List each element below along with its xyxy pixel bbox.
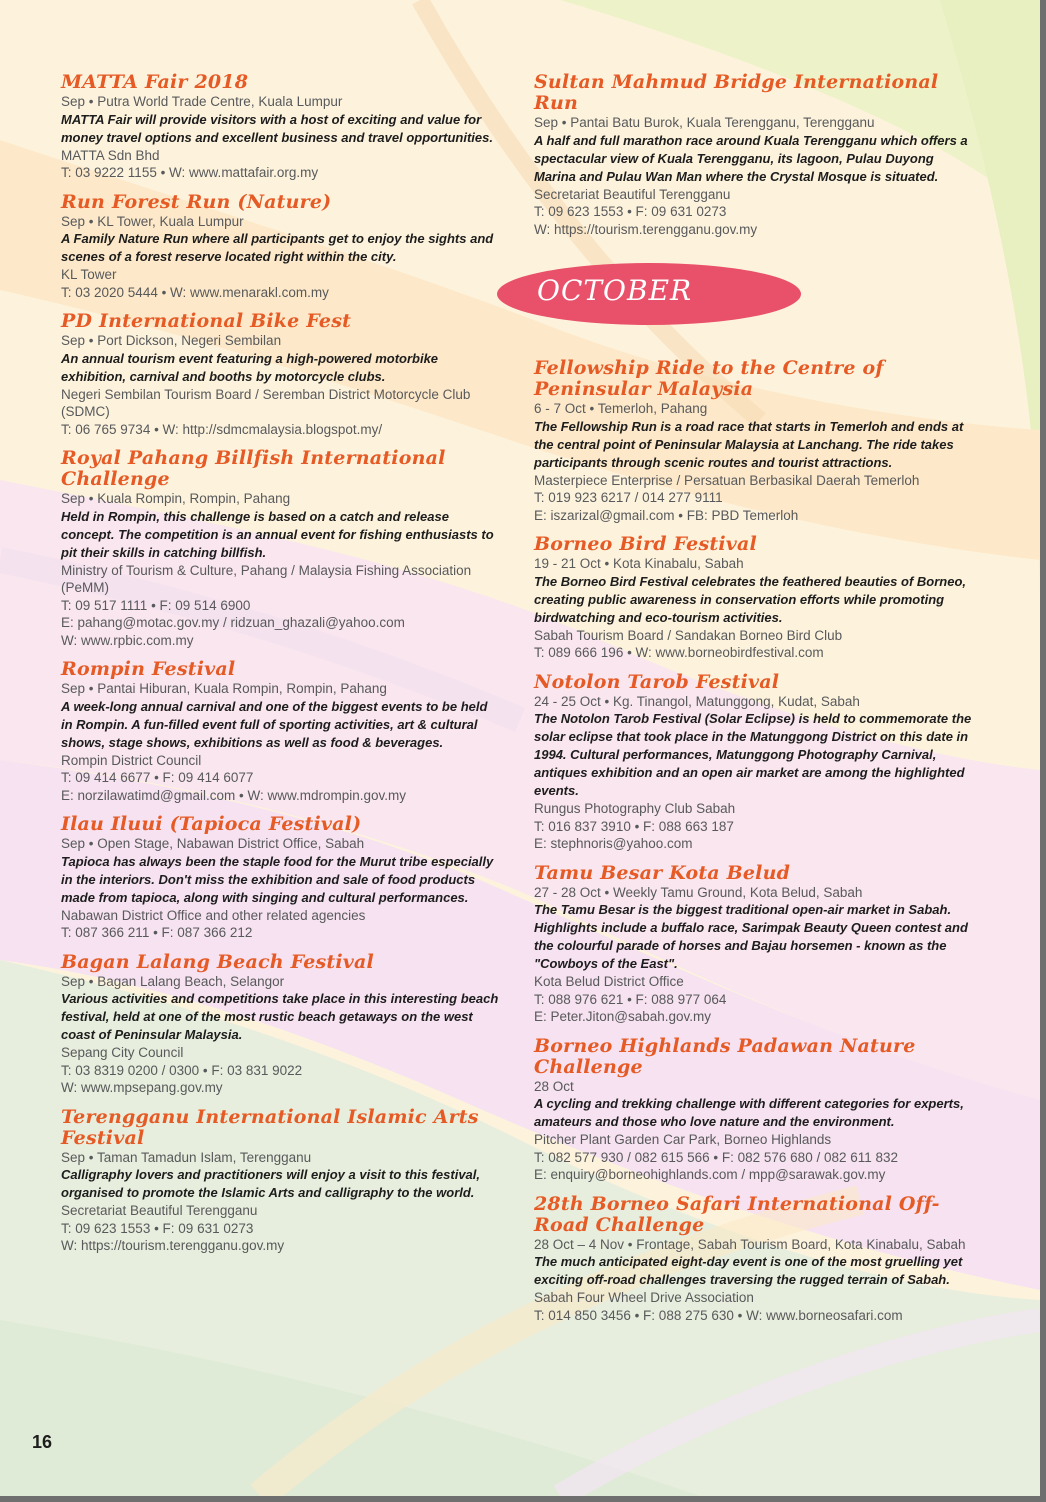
event-contact-line: Kota Belud District Office (534, 974, 684, 989)
event-title: 28th Borneo Safari International Off-Road Challenge (534, 1192, 940, 1236)
event-contact-line: Sabah Four Wheel Drive Association (534, 1290, 754, 1305)
event-title: Tamu Besar Kota Belud (534, 861, 791, 884)
event-date-location: 27 - 28 Oct • Weekly Tamu Ground, Kota Belud, Sabah (534, 884, 863, 900)
event-contact-line: KL Tower (61, 267, 117, 282)
event-contact-line: Secretariat Beautiful Terengganu (534, 186, 731, 202)
event-date-location: 24 - 25 Oct • Kg. Tinangol, Matunggong, Kudat, Sabah (534, 693, 860, 709)
event-description: The Notolon Tarob Festival (Solar Eclipse) is held to commemorate the solar eclipse that took place in the Matunggong District on this date in 1994. Cultural performances, Matunggong Photography Carnival, antiques exhibition and an open air market are among the highlighted events. (534, 711, 972, 798)
event-contact-line: Rompin District Council (61, 752, 202, 768)
event-title: Notolon Tarob Festival (534, 670, 780, 693)
event-entry (61, 448, 501, 649)
event-entry (534, 863, 974, 1026)
event-description: A half and full marathon race around Kuala Terengganu which offers a spectacular view of Kuala Terengganu, its lagoon, Pulau Duyong Marina and Pulau Wan Man where the Crystal Mosque is situated. (534, 132, 968, 184)
event-description: A Family Nature Run where all participants get to enjoy the sights and scenes of a forest reserve located right within the city. (61, 231, 494, 264)
month-heading: OCTOBER (537, 274, 693, 307)
event-contact-line: T: 016 837 3910 • F: 088 663 187 (534, 818, 734, 834)
event-contact-line: Secretariat Beautiful Terengganu (61, 1203, 258, 1218)
september-continued (534, 72, 974, 238)
event-contact-line: T: 03 9222 1155 • W: www.mattafair.org.my (61, 165, 319, 180)
event-contact-line: E: norzilawatimd@gmail.com • W: www.mdrompin.gov.my (61, 787, 407, 803)
event-date-location: Sep • Port Dickson, Negeri Sembilan (61, 333, 282, 348)
event-contact-line: E: Peter.Jiton@sabah.gov.my (534, 1009, 712, 1024)
event-title: Bagan Lalang Beach Festival (61, 950, 374, 973)
event-contact-line: T: 03 2020 5444 • W: www.menarakl.com.my (61, 284, 329, 300)
event-date-location: Sep • Taman Tamadun Islam, Terengganu (61, 1149, 312, 1165)
october-events (534, 358, 974, 1324)
event-description: The Tamu Besar is the biggest traditional open-air market in Sabah. Highlights include a buffalo race, Sarimpak Beauty Queen contest and the colourful parade of horses and Bajau horsemen - known as the "Cowboys of the East". (534, 902, 968, 971)
event-entry (534, 358, 974, 524)
event-title: Fellowship Ride to the Centre of Peninsular Malaysia (534, 357, 884, 400)
event-contact-line: W: https://tourism.terengganu.gov.my (534, 221, 758, 237)
event-date-location: Sep • Putra World Trade Centre, Kuala Lumpur (61, 94, 343, 109)
event-entry (61, 659, 501, 804)
event-entry (534, 1194, 974, 1325)
event-contact-line: T: 06 765 9734 • W: http://sdmcmalaysia.blogspot.my/ (61, 421, 383, 437)
event-contact-line: T: 088 976 621 • F: 088 977 064 (534, 991, 727, 1007)
event-contact-line: T: 089 666 196 • W: www.borneobirdfestival.com (534, 645, 824, 660)
event-description: The Borneo Bird Festival celebrates the feathered beauties of Borneo, creating public awareness in conservation efforts while promoting birdwatching and eco-tourism activities. (534, 573, 966, 625)
event-date-location: Sep • Open Stage, Nabawan District Office, Sabah (61, 836, 365, 851)
event-entry (61, 1107, 501, 1255)
event-entry (534, 534, 974, 662)
event-entry (534, 1036, 974, 1184)
event-entry (61, 192, 501, 302)
event-entry (534, 72, 974, 238)
event-date-location: 19 - 21 Oct • Kota Kinabalu, Sabah (534, 556, 744, 571)
event-description: An annual tourism event featuring a high-powered motorbike exhibition, carnival and booths by motorcycle clubs. (61, 350, 439, 384)
event-contact-line: T: 082 577 930 / 082 615 566 • F: 082 576 680 / 082 611 832 (534, 1149, 899, 1165)
event-date-location: Sep • Pantai Batu Burok, Kuala Terengganu, Terengganu (534, 115, 875, 130)
event-description: The much anticipated eight-day event is one of the most gruelling yet exciting off-road challenges traversing the rugged terrain of Sabah. (534, 1254, 963, 1287)
event-contact-line: Masterpiece Enterprise / Persatuan Berbasikal Daerah Temerloh (534, 472, 920, 488)
event-date-location: Sep • Bagan Lalang Beach, Selangor (61, 973, 285, 989)
event-title: Sultan Mahmud Bridge International Run (534, 71, 939, 114)
event-date-location: Sep • Pantai Hiburan, Kuala Rompin, Rompin, Pahang (61, 681, 387, 696)
event-title: Terengganu International Islamic Arts Festival (61, 1105, 479, 1149)
event-contact-line: MATTA Sdn Bhd (61, 147, 160, 163)
event-contact-line: Ministry of Tourism & Culture, Pahang / Malaysia Fishing Association (PeMM) (61, 562, 472, 595)
event-contact-line: Nabawan District Office and other related agencies (61, 907, 366, 923)
event-contact-line: Negeri Sembilan Tourism Board / Seremban District Motorcycle Club (SDMC) (61, 386, 471, 419)
event-description: MATTA Fair will provide visitors with a host of exciting and value for money travel options and excellent business and travel opportunities. (61, 111, 493, 145)
event-contact-line: T: 09 623 1553 • F: 09 631 0273 (534, 204, 727, 219)
event-description: Calligraphy lovers and practitioners will enjoy a visit to this festival, organised to promote the Islamic Arts and calligraphy to the world. (61, 1167, 481, 1200)
event-contact-line: T: 014 850 3456 • F: 088 275 630 • W: www.borneosafari.com (534, 1307, 903, 1323)
event-description: A cycling and trekking challenge with different categories for experts, amateurs and those who love nature and the environment. (534, 1096, 964, 1129)
event-title: Ilau Iluui (Tapioca Festival) (61, 813, 362, 835)
event-contact-line: Sepang City Council (61, 1045, 184, 1060)
event-contact-line: Pitcher Plant Garden Car Park, Borneo Highlands (534, 1132, 832, 1147)
event-contact-line: Rungus Photography Club Sabah (534, 801, 736, 816)
event-contact-line: T: 09 623 1553 • F: 09 631 0273 (61, 1220, 254, 1236)
event-contact-line: E: enquiry@borneohighlands.com / mpp@sarawak.gov.my (534, 1167, 886, 1182)
event-entry (61, 952, 501, 1097)
event-entry (61, 311, 501, 438)
event-contact-line: W: https://tourism.terengganu.gov.my (61, 1238, 285, 1253)
event-contact-line: Sabah Tourism Board / Sandakan Borneo Bird Club (534, 627, 843, 643)
event-contact-line: T: 09 517 1111 • F: 09 514 6900 (61, 597, 251, 613)
event-entry (61, 814, 501, 942)
event-description: The Fellowship Run is a road race that starts in Temerloh and ends at the central point of Peninsular Malaysia at Lanchang. The ride takes participants through scenic routes and tourist attractions. (534, 418, 964, 470)
event-title: MATTA Fair 2018 (61, 71, 249, 93)
event-date-location: 28 Oct (534, 1078, 574, 1094)
event-description: A week-long annual carnival and one of the biggest events to be held in Rompin. A fun-filled event full of sporting activities, art & cultural shows, stage shows, exhibitions as well as food & beverages. (61, 698, 488, 750)
event-title: Borneo Highlands Padawan Nature Challenge (534, 1034, 916, 1078)
event-contact-line: T: 087 366 211 • F: 087 366 212 (61, 925, 253, 940)
event-date-location: 28 Oct – 4 Nov • Frontage, Sabah Tourism Board, Kota Kinabalu, Sabah (534, 1236, 966, 1252)
event-date-location: 6 - 7 Oct • Temerloh, Pahang (534, 401, 708, 416)
event-contact-line: E: pahang@motac.gov.my / ridzuan_ghazali@yahoo.com (61, 615, 405, 630)
event-title: Rompin Festival (61, 658, 236, 680)
event-date-location: Sep • Kuala Rompin, Rompin, Pahang (61, 491, 291, 506)
event-contact-line: W: www.mpsepang.gov.my (61, 1080, 223, 1095)
event-description: Various activities and competitions take place in this interesting beach festival, held at one of the most rustic beach getaways on the west coast of Peninsular Malaysia. (61, 991, 499, 1042)
event-entry (534, 672, 974, 853)
event-contact-line: W: www.rpbic.com.my (61, 632, 194, 648)
event-title: Borneo Bird Festival (534, 533, 757, 555)
event-title: Royal Pahang Billfish International Challenge (61, 447, 446, 490)
event-date-location: Sep • KL Tower, Kuala Lumpur (61, 213, 244, 229)
event-contact-line: T: 03 8319 0200 / 0300 • F: 03 831 9022 (61, 1062, 303, 1078)
event-entry (61, 72, 501, 182)
event-contact-line: E: iszarizal@gmail.com • FB: PBD Temerloh (534, 507, 799, 523)
event-title: Run Forest Run (Nature) (61, 190, 332, 213)
event-contact-line: T: 09 414 6677 • F: 09 414 6077 (61, 770, 254, 785)
event-contact-line: T: 019 923 6217 / 014 277 9111 (534, 490, 723, 505)
event-contact-line: E: stephnoris@yahoo.com (534, 836, 693, 851)
page-number: 16 (32, 1432, 53, 1452)
event-title: PD International Bike Fest (61, 310, 352, 332)
event-description: Tapioca has always been the staple food for the Murut tribe especially in the interiors. Don't miss the exhibition and sale of food products made from tapioca, along with singing and cultural performances. (61, 853, 494, 905)
left-column (61, 72, 501, 1265)
event-description: Held in Rompin, this challenge is based on a catch and release concept. The competition is an annual event for fishing enthusiasts to pit their skills in catching billfish. (61, 508, 494, 560)
